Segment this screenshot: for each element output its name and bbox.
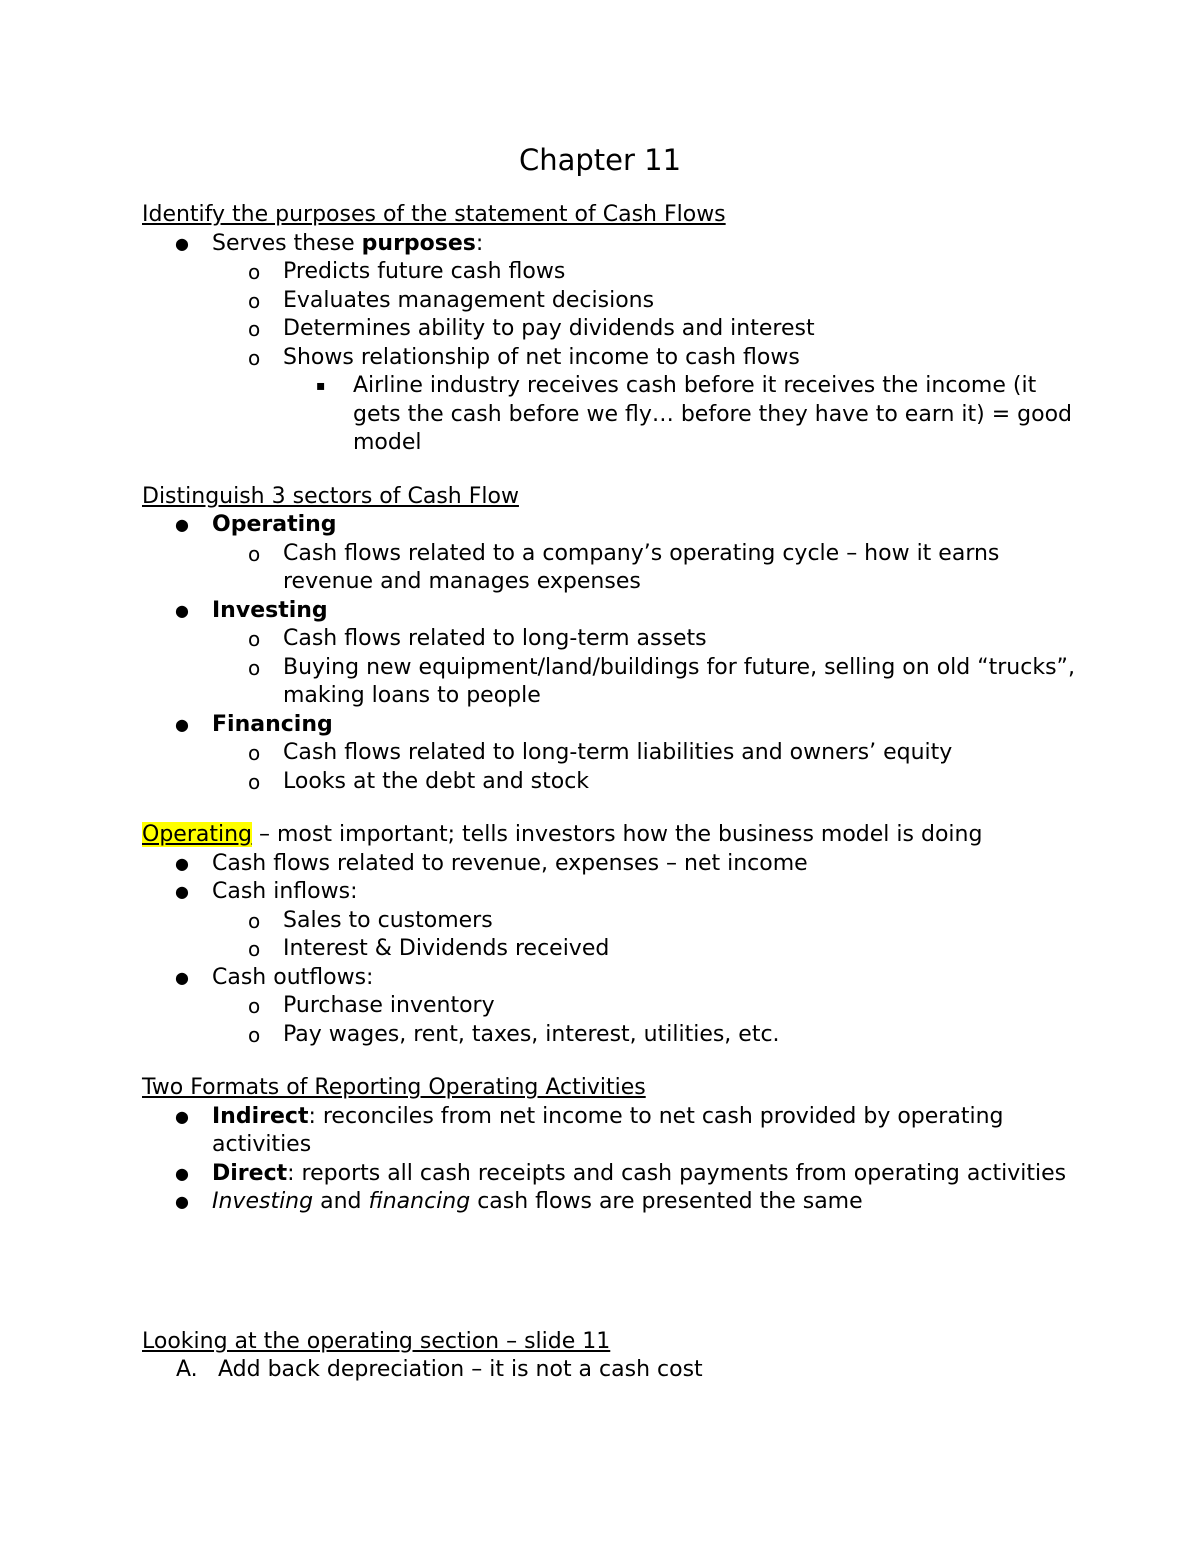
list-text: Cash flows related to a company’s operating cycle – how it earns revenue and manages expenses (283, 540, 1000, 594)
list-text: Determines ability to pay dividends and interest (283, 316, 815, 341)
list-text: Interest & Dividends received (283, 936, 610, 961)
list-text: Cash flows related to revenue, expenses – net income (212, 850, 808, 876)
sub-list-item (142, 654, 1082, 711)
list-item (142, 597, 1082, 626)
letter-marker: A. (176, 1357, 198, 1382)
list-text: Cash outflows: (212, 964, 374, 990)
circle-marker: o (248, 260, 261, 284)
section-heading-operating-section: Looking at the operating section – slide 11 (142, 1328, 611, 1354)
list-item (142, 878, 1082, 907)
list-text: cash flows are presented the same (470, 1189, 863, 1214)
sub-list-item (142, 739, 1082, 768)
list-text-bold: Investing (212, 597, 328, 623)
list-text: Shows relationship of net income to cash flows (283, 344, 800, 370)
list-text: Sales to customers (283, 907, 493, 933)
list-item (142, 964, 1082, 993)
sub-list-item (142, 1021, 1082, 1050)
circle-marker: o (248, 937, 261, 961)
list-text: Purchase inventory (283, 993, 495, 1018)
bullet-marker: ● (175, 233, 189, 253)
list-item (142, 1160, 1082, 1189)
sub-sub-list-item (142, 372, 1082, 458)
circle-marker: o (248, 1022, 261, 1047)
circle-marker: o (248, 655, 261, 680)
list-text: : reconciles from net income to net cash provided by operating activities (212, 1103, 1004, 1157)
page-title: Chapter 11 (518, 143, 682, 177)
list-text: Add back depreciation – it is not a cash cost (218, 1357, 703, 1382)
sub-list-item (142, 768, 1082, 797)
document-body (142, 201, 1082, 1385)
sub-list-item (142, 625, 1082, 654)
list-item (142, 850, 1082, 879)
heading-rest-text: – most important; tells investors how the business model is doing (252, 822, 983, 847)
sub-list-item (142, 935, 1082, 964)
list-text-italic: Investing (212, 1189, 314, 1214)
list-text-bold: Indirect (212, 1103, 309, 1129)
list-text: Cash inflows: (212, 879, 358, 904)
sub-list-item (142, 540, 1082, 597)
circle-marker: o (248, 994, 261, 1018)
sub-list-item (142, 992, 1082, 1021)
circle-marker: o (248, 541, 261, 566)
list-text-bold: purposes (361, 230, 476, 256)
circle-marker: o (248, 769, 261, 794)
list-text: : (475, 230, 484, 256)
list-text-bold: Operating (212, 512, 337, 537)
list-text: Pay wages, rent, taxes, interest, utilities, etc. (283, 1021, 780, 1047)
list-text: : reports all cash receipts and cash payments from operating activities (287, 1160, 1067, 1186)
list-text-bold: Direct (212, 1160, 288, 1186)
bullet-marker: ● (175, 714, 189, 734)
list-text: Looks at the debt and stock (283, 768, 590, 794)
circle-marker: o (248, 908, 261, 933)
bullet-marker: ● (175, 853, 189, 873)
list-text: Airline industry receives cash before it receives the income (it gets the cash before we fly… before they have to earn it) = good model (353, 373, 1073, 455)
list-text: Cash flows related to long-term liabilities and owners’ equity (283, 740, 953, 765)
list-item (142, 711, 1082, 740)
bullet-marker: ● (175, 600, 189, 620)
bullet-marker: ● (175, 515, 189, 534)
list-text: Cash flows related to long-term assets (283, 626, 707, 651)
circle-marker: o (248, 741, 261, 765)
bullet-marker: ● (175, 967, 189, 987)
list-item (142, 1188, 1082, 1217)
bullet-marker: ● (175, 882, 189, 901)
list-text: Buying new equipment/land/buildings for future, selling on old “trucks”, making loans to people (283, 654, 1075, 708)
sub-list-item (142, 315, 1082, 344)
lettered-list-item (142, 1356, 1082, 1385)
bullet-marker: ● (175, 1192, 189, 1211)
circle-marker: o (248, 627, 261, 651)
list-text: Evaluates management decisions (283, 287, 655, 313)
section-heading-operating (142, 821, 1082, 850)
list-item (142, 1103, 1082, 1160)
circle-marker: o (248, 288, 261, 313)
list-text: Serves these (212, 230, 362, 256)
sub-list-item (142, 258, 1082, 287)
sub-list-item (142, 907, 1082, 936)
list-text: Predicts future cash flows (283, 259, 566, 284)
circle-marker: o (248, 345, 261, 370)
bullet-marker: ● (175, 1163, 189, 1183)
section-heading-sectors: Distinguish 3 sectors of Cash Flow (142, 483, 519, 509)
list-text: and (313, 1189, 369, 1214)
bullet-marker: ● (175, 1106, 189, 1126)
square-marker: ▪ (316, 378, 326, 394)
highlighted-heading: Operating (142, 822, 252, 847)
section-heading-purposes: Identify the purposes of the statement of Cash Flows (142, 202, 726, 227)
section-heading-formats: Two Formats of Reporting Operating Activities (142, 1075, 646, 1100)
sub-list-item (142, 344, 1082, 373)
sub-list-item (142, 287, 1082, 316)
list-item (142, 511, 1082, 540)
list-item (142, 230, 1082, 259)
list-text-bold: Financing (212, 711, 333, 737)
circle-marker: o (248, 317, 261, 341)
list-text-italic: financing (368, 1189, 471, 1214)
